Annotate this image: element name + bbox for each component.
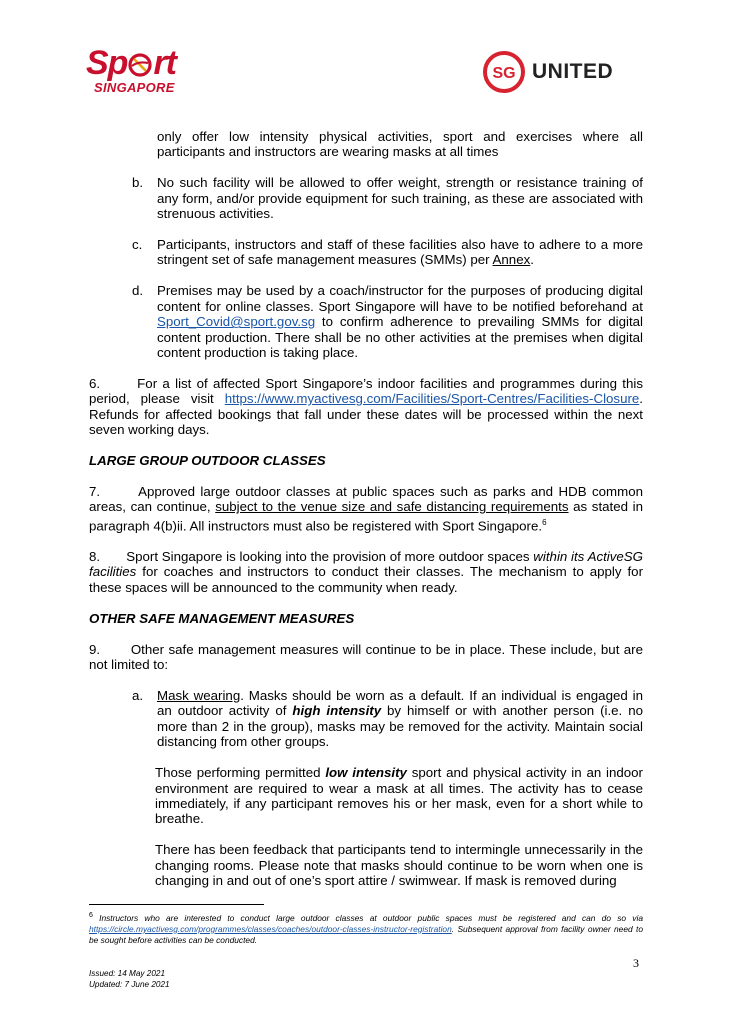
sg-badge-text: SG — [492, 65, 516, 82]
page-number: 3 — [633, 956, 639, 970]
annex-link[interactable]: Annex — [492, 252, 531, 268]
list-item-a: a. Mask wearing. Masks should be worn as a default. If an individual is engaged in an outdoor activity of high intensity by himself or with another person (i.e. no more than 2 in the group), masks may be removed for the activity. Maintain social distancing from other groups. — [132, 687, 643, 750]
email-link[interactable]: Sport_Covid@sport.gov.sg — [157, 314, 316, 330]
continued-item-text: only offer low intensity physical activities, sport and exercises where all participants and instructors are wearing masks at all times — [157, 129, 643, 160]
document-body — [89, 129, 643, 888]
sport-logo-subtitle: SINGAPORE — [94, 80, 175, 95]
issue-dates — [89, 968, 170, 990]
footnote-divider — [89, 904, 264, 905]
list-item-d: d. Premises may be used by a coach/instructor for the purposes of producing digital content for online classes. Sport Singapore will have to be notified beforehand at Sport_Covid@sport.gov.sg to confirm adherence to prevailing SMMs for digital content production. There shall be no other activities at the premises when digital content production is taking place. — [132, 283, 643, 360]
paragraph-6: 6. For a list of affected Sport Singapore’s indoor facilities and programmes during this period, please visit https://www.myactivesg.com/Facilities/Sport-Centres/Facilities-Closure. Refunds for affected bookings that fall under these dates will be processed within the next seven working days. — [89, 375, 643, 438]
footnote-6: $^6$ Instructors who are interested to conduct large outdoor classes at outdoor public spaces must be registered and can do so via https://circle.myactivesg.com/programmes/classes/coaches/outdoor-classes-instructor-registration. Subsequent approval from facility owner need to be sought before activities can be conducted. — [89, 912, 643, 945]
section-heading-other-smm: OTHER SAFE MANAGEMENT MEASURES — [89, 610, 355, 626]
instructor-registration-link[interactable]: https://circle.myactivesg.com/programmes/classes/coaches/outdoor-classes-instructor-registration — [89, 923, 452, 934]
paragraph-7: 7. Approved large outdoor classes at public spaces such as parks and HDB common areas, can continue, subject to the venue size and safe distancing requirements as stated in paragraph 4(b)ii. All instructors must also be registered with Sport Singapore.$^6$ — [89, 483, 643, 534]
sg-united-text: UNITED — [532, 60, 614, 83]
updated-date: Updated: 7 June 2021 — [89, 980, 170, 989]
facilities-closure-link[interactable]: https://www.myactivesg.com/Facilities/Sport-Centres/Facilities-Closure — [224, 391, 640, 407]
list-item-c: c. Participants, instructors and staff of these facilities also have to adhere to a more stringent set of safe management measures (SMMs) per Annex. — [132, 237, 643, 268]
sport-singapore-logo — [86, 46, 201, 104]
issued-date: Issued: 14 May 2021 — [89, 969, 166, 978]
sport-logo-wordmark: Sp rt — [86, 44, 177, 82]
paragraph-8: 8. Sport Singapore is looking into the provision of more outdoor spaces within its ActiveSG facilities for coaches and instructors to conduct their classes. The mechanism to apply for these spaces will be announced to the community when ready. — [89, 549, 643, 595]
sg-united-badge-icon — [482, 50, 526, 94]
list-item-b: b. No such facility will be allowed to offer weight, strength or resistance training of any form, and/or provide equipment for such training, as these are associated with strenuous activities. — [132, 175, 643, 222]
sport-ball-icon — [128, 53, 152, 77]
sg-united-logo — [482, 50, 613, 94]
mask-sub-paragraph-1: Those performing permitted low intensity sport and physical activity in an indoor environment are required to wear a mask at all times. The activity has to cease immediately, if any participant removes his or her mask, even for a short while to breathe. — [155, 765, 643, 827]
section-heading-large-group: LARGE GROUP OUTDOOR CLASSES — [89, 453, 326, 468]
paragraph-9: 9. Other safe management measures will continue to be in place. These include, but are not limited to: — [89, 641, 643, 673]
mask-sub-paragraph-2: There has been feedback that participants tend to intermingle unnecessarily in the changing rooms. Please note that masks should continue to be worn when one is changing in and out of one’s sport attire / swimwear. If mask is removed during — [155, 842, 643, 889]
footnote-ref[interactable]: 6 — [542, 517, 547, 527]
